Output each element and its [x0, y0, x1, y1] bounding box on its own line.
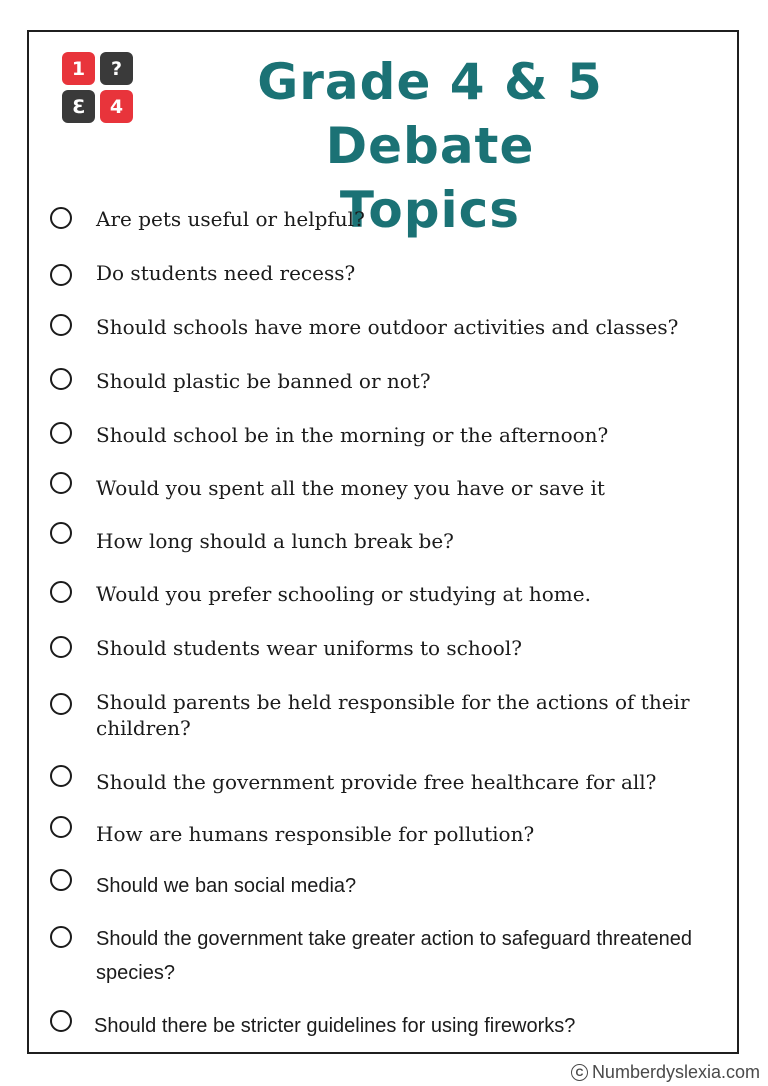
topic-text: Should schools have more outdoor activities and classes? [96, 315, 679, 339]
logo-tile-1: 1 [62, 52, 95, 85]
topic-text: Should there be stricter guidelines for using fireworks? [94, 1015, 576, 1037]
topic-text: Should the government provide free healthcare for all? [96, 770, 657, 794]
topic-text: Would you prefer schooling or studying at home. [96, 582, 591, 606]
topic-text: Should the government take greater action to safeguard threatened species? [96, 928, 692, 984]
checkbox-circle[interactable] [50, 314, 72, 336]
logo-tile-3-glyph: 3 [71, 95, 86, 118]
topic-text: Would you spent all the money you have or save it [96, 476, 605, 500]
topic-text: Should parents be held responsible for the actions of their children? [96, 690, 690, 740]
checkbox-circle[interactable] [50, 926, 72, 948]
checkbox-circle[interactable] [50, 368, 72, 390]
checkbox-circle[interactable] [50, 207, 72, 229]
checkbox-circle[interactable] [50, 693, 72, 715]
checkbox-circle[interactable] [50, 522, 72, 544]
topic-text: Should we ban social media? [96, 875, 357, 897]
topic-text: How long should a lunch break be? [96, 529, 454, 553]
checkbox-circle[interactable] [50, 869, 72, 891]
checkbox-circle[interactable] [50, 581, 72, 603]
logo-tile-3 [62, 90, 95, 123]
topic-text: Are pets useful or helpful? [96, 207, 365, 231]
title-line-2: Topics [339, 181, 521, 239]
title-line-1: Grade 4 & 5 Debate [257, 53, 603, 175]
topic-text: How are humans responsible for pollution? [96, 822, 535, 846]
logo-tile-4: 4 [100, 90, 133, 123]
copyright-footer [571, 1062, 760, 1083]
checkbox-circle[interactable] [50, 422, 72, 444]
checkbox-circle[interactable] [50, 816, 72, 838]
checkbox-circle[interactable] [50, 472, 72, 494]
numberdyslexia-logo [62, 52, 134, 124]
topic-text: Do students need recess? [96, 261, 356, 285]
checkbox-circle[interactable] [50, 765, 72, 787]
topic-text: Should school be in the morning or the afternoon? [96, 423, 609, 447]
copyright-icon: C [571, 1064, 588, 1081]
topic-text: Should students wear uniforms to school? [96, 636, 522, 660]
checkbox-circle[interactable] [50, 636, 72, 658]
checkbox-circle[interactable] [50, 264, 72, 286]
topic-text: Should plastic be banned or not? [96, 369, 431, 393]
logo-tile-question: ? [100, 52, 133, 85]
site-name: Numberdyslexia.com [591, 1062, 760, 1082]
checkbox-circle[interactable] [50, 1010, 72, 1032]
